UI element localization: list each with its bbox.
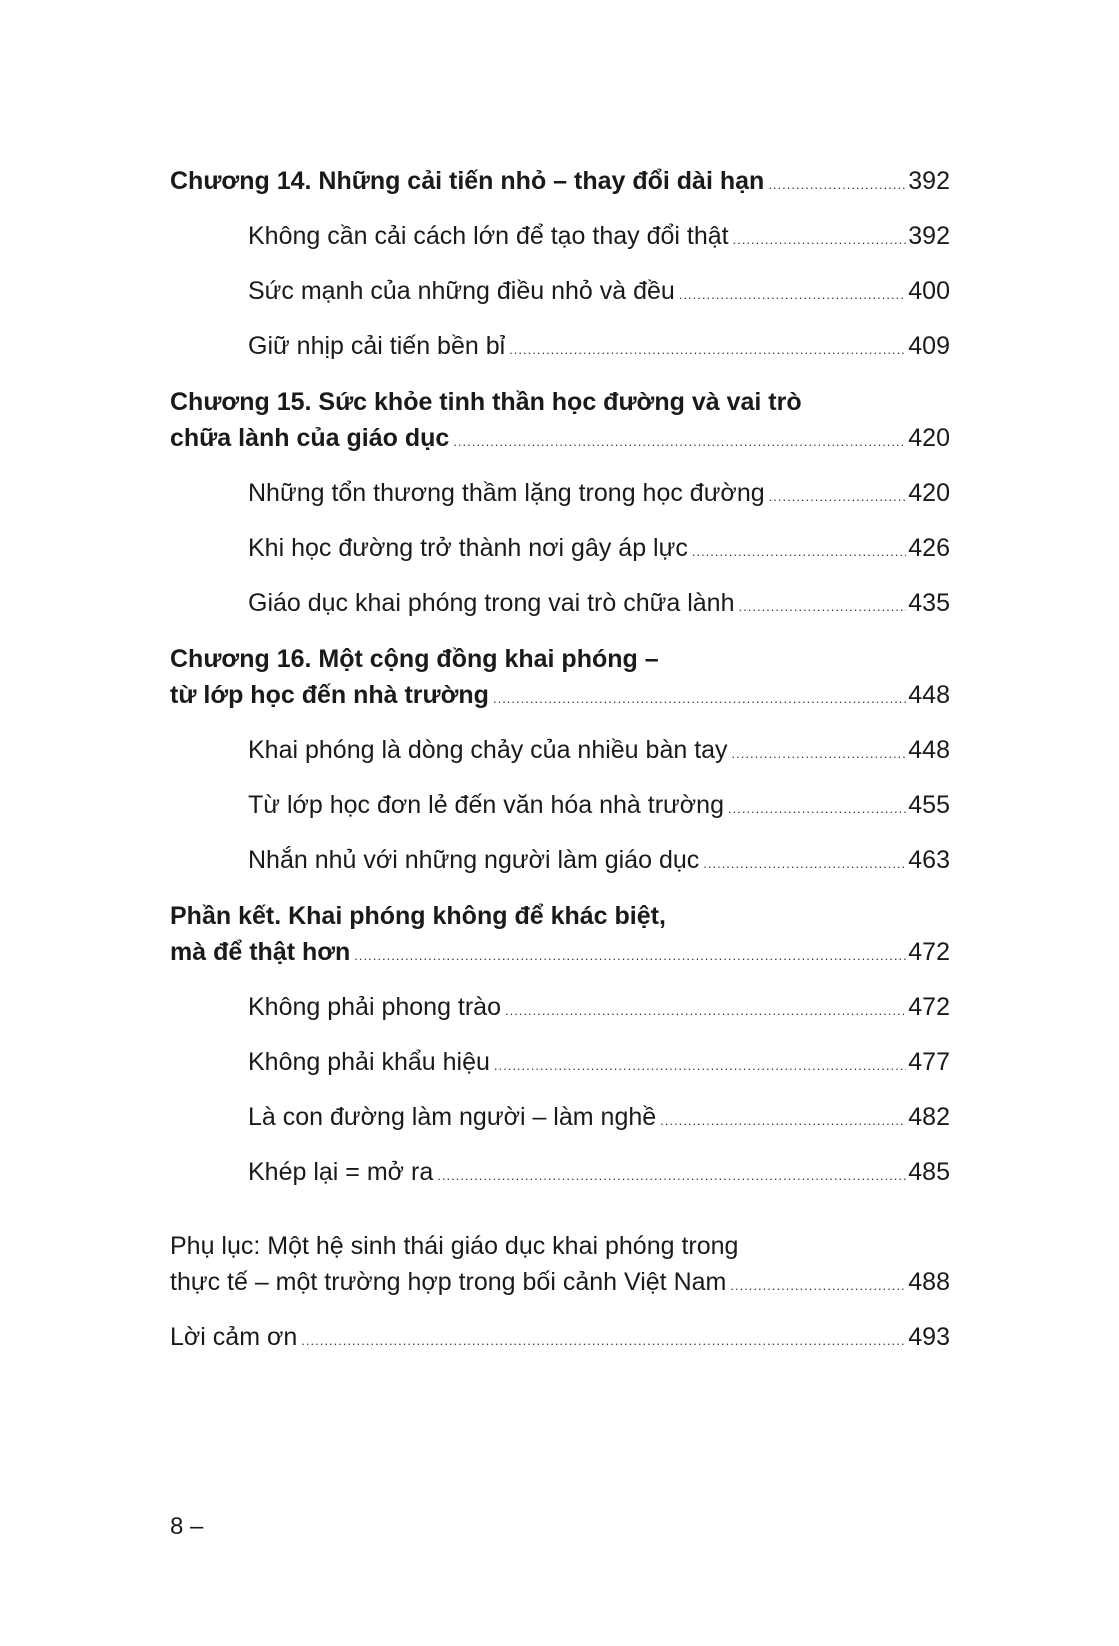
toc-section[interactable] <box>170 787 950 827</box>
toc-page: 463 <box>908 846 950 874</box>
leader-dots <box>354 938 906 974</box>
leader-dots <box>703 846 906 882</box>
toc-title: chữa lành của giáo dục <box>170 424 450 452</box>
leader-dots <box>679 277 906 313</box>
toc-page: 482 <box>908 1103 950 1131</box>
toc-chapter[interactable] <box>170 898 950 974</box>
toc-page: 448 <box>908 681 950 709</box>
leader-dots <box>493 681 906 717</box>
toc-section[interactable] <box>170 475 950 515</box>
leader-dots <box>732 736 907 772</box>
toc-page: 392 <box>908 222 950 250</box>
toc-chapter[interactable] <box>170 163 950 203</box>
leader-dots <box>301 1323 906 1359</box>
toc-title: Lời cảm ơn <box>170 1323 298 1351</box>
toc-appendix[interactable] <box>170 1228 950 1304</box>
toc-section[interactable] <box>170 328 950 368</box>
toc-page: 455 <box>908 791 950 819</box>
toc-section[interactable] <box>170 530 950 570</box>
toc-title-line: Phần kết. Khai phóng không để khác biệt, <box>170 902 666 930</box>
leader-dots <box>739 589 907 625</box>
leader-dots <box>728 791 906 827</box>
toc-title: Sức mạnh của những điều nhỏ và đều <box>248 277 675 305</box>
toc-title: Khai phóng là dòng chảy của nhiều bàn tay <box>248 736 728 764</box>
toc-title: Không phải phong trào <box>248 993 501 1021</box>
toc-page: 392 <box>908 167 950 195</box>
table-of-contents <box>170 163 950 1359</box>
toc-page: 426 <box>908 534 950 562</box>
toc-section[interactable] <box>170 989 950 1029</box>
toc-title-line: Chương 15. Sức khỏe tinh thần học đường và vai trò <box>170 388 802 416</box>
toc-page: 493 <box>908 1323 950 1351</box>
toc-page: 409 <box>908 332 950 360</box>
page-number: 8 – <box>170 1513 204 1540</box>
leader-dots <box>660 1103 906 1139</box>
toc-title: Khi học đường trở thành nơi gây áp lực <box>248 534 688 562</box>
toc-section[interactable] <box>170 585 950 625</box>
toc-section[interactable] <box>170 1044 950 1084</box>
toc-section[interactable] <box>170 732 950 772</box>
toc-page: 488 <box>908 1268 950 1296</box>
leader-dots <box>505 993 906 1029</box>
toc-chapter[interactable] <box>170 384 950 460</box>
toc-chapter[interactable] <box>170 641 950 717</box>
toc-page: 472 <box>908 993 950 1021</box>
toc-title: Giữ nhịp cải tiến bền bỉ <box>248 332 506 360</box>
toc-title-line: Phụ lục: Một hệ sinh thái giáo dục khai phóng trong <box>170 1232 739 1260</box>
toc-page: 420 <box>908 424 950 452</box>
toc-section[interactable] <box>170 1154 950 1194</box>
toc-page: 485 <box>908 1158 950 1186</box>
toc-title: Nhắn nhủ với những người làm giáo dục <box>248 846 700 874</box>
toc-section[interactable] <box>170 273 950 313</box>
toc-title: từ lớp học đến nhà trường <box>170 681 489 709</box>
toc-title: Giáo dục khai phóng trong vai trò chữa lành <box>248 589 735 617</box>
toc-section[interactable] <box>170 842 950 882</box>
leader-dots <box>768 167 906 203</box>
leader-dots <box>692 534 906 570</box>
toc-page: 400 <box>908 277 950 305</box>
toc-title: Khép lại = mở ra <box>248 1158 434 1186</box>
leader-dots <box>437 1158 906 1194</box>
toc-title: mà để thật hơn <box>170 938 351 966</box>
leader-dots <box>730 1268 906 1304</box>
toc-section[interactable] <box>170 1099 950 1139</box>
leader-dots <box>733 222 907 258</box>
toc-page: 448 <box>908 736 950 764</box>
toc-page: 420 <box>908 479 950 507</box>
leader-dots <box>453 424 906 460</box>
leader-dots <box>769 479 907 515</box>
toc-page: 435 <box>908 589 950 617</box>
toc-acknowledgements[interactable] <box>170 1319 950 1359</box>
toc-title: Từ lớp học đơn lẻ đến văn hóa nhà trường <box>248 791 724 819</box>
toc-title: Chương 14. Những cải tiến nhỏ – thay đổi dài hạn <box>170 167 765 195</box>
toc-title: Không cần cải cách lớn để tạo thay đổi thật <box>248 222 729 250</box>
toc-page: 477 <box>908 1048 950 1076</box>
leader-dots <box>509 332 906 368</box>
toc-title: Những tổn thương thầm lặng trong học đường <box>248 479 765 507</box>
toc-title: thực tế – một trường hợp trong bối cảnh Việt Nam <box>170 1268 727 1296</box>
toc-page: 472 <box>908 938 950 966</box>
toc-title-line: Chương 16. Một cộng đồng khai phóng – <box>170 645 659 673</box>
toc-title: Không phải khẩu hiệu <box>248 1048 490 1076</box>
toc-title: Là con đường làm người – làm nghề <box>248 1103 657 1131</box>
toc-section[interactable] <box>170 218 950 258</box>
leader-dots <box>494 1048 906 1084</box>
